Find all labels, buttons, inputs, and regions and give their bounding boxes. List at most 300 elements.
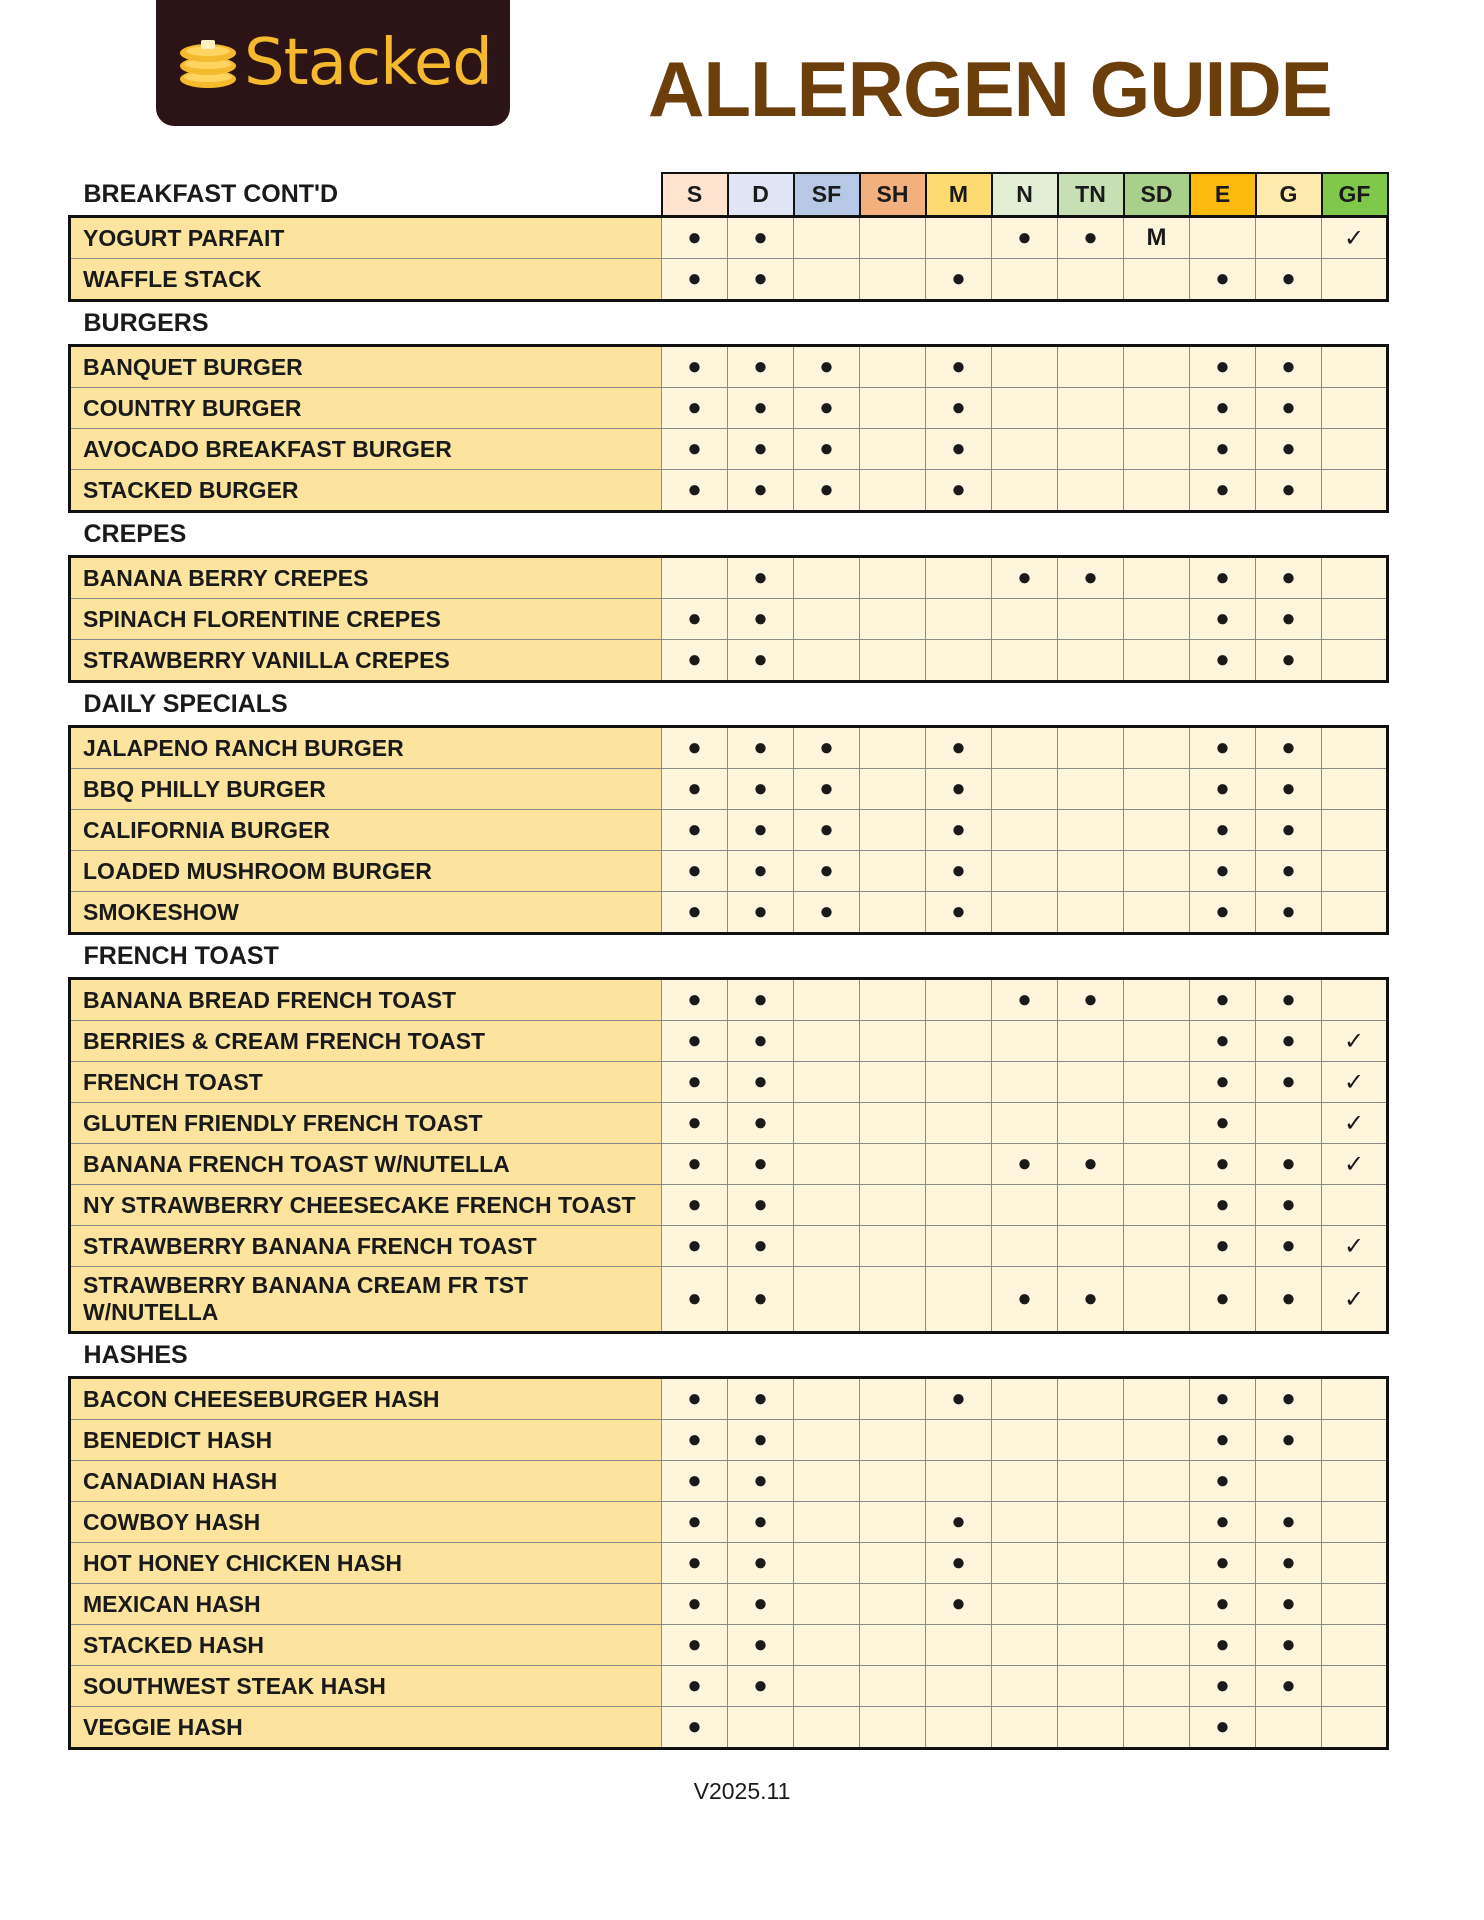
table-row — [70, 1144, 1388, 1185]
header-spacer — [1190, 682, 1256, 727]
section-title: BREAKFAST CONT'D — [70, 173, 662, 217]
contains-dot-icon: ● — [1215, 816, 1230, 843]
table-row — [70, 1461, 1388, 1502]
allergen-cell-sf — [794, 1185, 860, 1226]
allergen-cell-sf — [794, 599, 860, 640]
contains-dot-icon: ● — [819, 734, 834, 761]
allergen-cell-e — [1190, 1625, 1256, 1666]
section-title: DAILY SPECIALS — [70, 682, 662, 727]
allergen-cell-s — [662, 1420, 728, 1461]
allergen-cell-tn — [1058, 1707, 1124, 1749]
allergen-cell-sd — [1124, 470, 1190, 512]
contains-dot-icon: ● — [687, 265, 702, 292]
header-spacer — [1256, 934, 1322, 979]
allergen-cell-gf — [1322, 1226, 1388, 1267]
allergen-cell-tn — [1058, 979, 1124, 1021]
allergen-cell-sd — [1124, 1185, 1190, 1226]
allergen-cell-s — [662, 1185, 728, 1226]
allergen-cell-m — [926, 851, 992, 892]
allergen-cell-d — [728, 1625, 794, 1666]
contains-dot-icon: ● — [1281, 605, 1296, 632]
contains-dot-icon: ● — [1017, 1150, 1032, 1177]
contains-dot-icon: ● — [753, 265, 768, 292]
allergen-cell-n — [992, 217, 1058, 259]
allergen-cell-m — [926, 1062, 992, 1103]
section-header — [70, 512, 1388, 557]
allergen-cell-sd — [1124, 557, 1190, 599]
contains-dot-icon: ● — [687, 1631, 702, 1658]
contains-dot-icon: ● — [1281, 1285, 1296, 1312]
allergen-cell-e — [1190, 1062, 1256, 1103]
header-spacer — [1322, 512, 1388, 557]
allergen-cell-s — [662, 1226, 728, 1267]
allergen-cell-n — [992, 1502, 1058, 1543]
allergen-cell-e — [1190, 599, 1256, 640]
allergen-cell-m — [926, 1267, 992, 1333]
section-title: CREPES — [70, 512, 662, 557]
item-name: BANQUET BURGER — [70, 346, 662, 388]
allergen-cell-tn — [1058, 1666, 1124, 1707]
allergen-cell-g — [1256, 557, 1322, 599]
table-row — [70, 851, 1388, 892]
allergen-cell-tn — [1058, 217, 1124, 259]
contains-dot-icon: ● — [753, 1467, 768, 1494]
item-name-line: STRAWBERRY BANANA CREAM FR TST — [83, 1272, 529, 1298]
contains-dot-icon: ● — [1215, 1027, 1230, 1054]
contains-dot-icon: ● — [1281, 1426, 1296, 1453]
allergen-cell-gf — [1322, 1543, 1388, 1584]
allergen-cell-sd — [1124, 1543, 1190, 1584]
table-row — [70, 640, 1388, 682]
allergen-cell-gf — [1322, 259, 1388, 301]
header-spacer — [1190, 301, 1256, 346]
header-spacer — [992, 682, 1058, 727]
header-spacer — [926, 301, 992, 346]
contains-dot-icon: ● — [1215, 353, 1230, 380]
contains-dot-icon: ● — [1215, 1590, 1230, 1617]
table-row — [70, 892, 1388, 934]
checkmark-icon: ✓ — [1343, 1285, 1365, 1313]
section-items — [70, 557, 1388, 682]
contains-dot-icon: ● — [951, 1590, 966, 1617]
section-items — [70, 1378, 1388, 1749]
header-spacer — [728, 1333, 794, 1378]
checkmark-icon: ✓ — [1343, 1232, 1365, 1260]
allergen-cell-sd — [1124, 259, 1190, 301]
allergen-cell-m — [926, 1021, 992, 1062]
allergen-cell-sd — [1124, 388, 1190, 429]
contains-dot-icon: ● — [951, 775, 966, 802]
allergen-cell-sd — [1124, 1062, 1190, 1103]
header-spacer — [728, 512, 794, 557]
contains-dot-icon: ● — [753, 564, 768, 591]
header-spacer — [728, 301, 794, 346]
allergen-cell-g — [1256, 470, 1322, 512]
header-spacer — [992, 301, 1058, 346]
allergen-cell-d — [728, 1584, 794, 1625]
allergen-cell-n — [992, 1707, 1058, 1749]
contains-dot-icon: ● — [951, 1508, 966, 1535]
allergen-cell-e — [1190, 727, 1256, 769]
section-header — [70, 1333, 1388, 1378]
allergen-cell-d — [728, 557, 794, 599]
contains-dot-icon: ● — [951, 898, 966, 925]
allergen-cell-g — [1256, 1584, 1322, 1625]
header-spacer — [794, 301, 860, 346]
allergen-cell-sd — [1124, 1707, 1190, 1749]
contains-dot-icon: ● — [687, 898, 702, 925]
table-row — [70, 769, 1388, 810]
allergen-cell-e — [1190, 470, 1256, 512]
contains-dot-icon: ● — [1281, 265, 1296, 292]
contains-dot-icon: ● — [1215, 435, 1230, 462]
allergen-cell-n — [992, 1185, 1058, 1226]
allergen-cell-g — [1256, 599, 1322, 640]
allergen-cell-n — [992, 1584, 1058, 1625]
page-title: ALLERGEN GUIDE — [648, 45, 1332, 133]
allergen-cell-sf — [794, 388, 860, 429]
allergen-cell-g — [1256, 1666, 1322, 1707]
header-spacer — [794, 1333, 860, 1378]
section-items — [70, 217, 1388, 301]
allergen-cell-s — [662, 599, 728, 640]
contains-dot-icon: ● — [1215, 1426, 1230, 1453]
allergen-cell-gf — [1322, 1144, 1388, 1185]
allergen-cell-d — [728, 1267, 794, 1333]
contains-dot-icon: ● — [753, 476, 768, 503]
allergen-cell-sf — [794, 1625, 860, 1666]
allergen-cell-gf — [1322, 1267, 1388, 1333]
section-header-row — [70, 682, 1388, 727]
header-spacer — [1058, 934, 1124, 979]
table-row — [70, 1625, 1388, 1666]
allergen-cell-n — [992, 1226, 1058, 1267]
allergen-cell-s — [662, 1103, 728, 1144]
allergen-cell-s — [662, 1267, 728, 1333]
allergen-cell-g — [1256, 388, 1322, 429]
allergen-cell-tn — [1058, 1062, 1124, 1103]
contains-dot-icon: ● — [1215, 1150, 1230, 1177]
allergen-cell-n — [992, 470, 1058, 512]
allergen-cell-m — [926, 1103, 992, 1144]
header-spacer — [1058, 512, 1124, 557]
section-header-row — [70, 1333, 1388, 1378]
allergen-cell-sf — [794, 640, 860, 682]
allergen-cell-sh — [860, 388, 926, 429]
contains-dot-icon: ● — [1215, 476, 1230, 503]
item-name: SMOKESHOW — [70, 892, 662, 934]
allergen-cell-s — [662, 557, 728, 599]
allergen-cell-s — [662, 640, 728, 682]
header-spacer — [1322, 682, 1388, 727]
allergen-cell-sd — [1124, 1267, 1190, 1333]
header-spacer — [992, 934, 1058, 979]
table-row — [70, 1584, 1388, 1625]
allergen-cell-tn — [1058, 470, 1124, 512]
contains-dot-icon: ● — [1215, 1713, 1230, 1740]
allergen-cell-m — [926, 1502, 992, 1543]
allergen-cell-sh — [860, 259, 926, 301]
contains-dot-icon: ● — [1281, 1385, 1296, 1412]
allergen-cell-g — [1256, 1185, 1322, 1226]
contains-dot-icon: ● — [1281, 898, 1296, 925]
checkmark-icon: ✓ — [1343, 1027, 1365, 1055]
item-name: NY STRAWBERRY CHEESECAKE FRENCH TOAST — [70, 1185, 662, 1226]
allergen-cell-d — [728, 346, 794, 388]
allergen-cell-sd — [1124, 1420, 1190, 1461]
allergen-cell-sf — [794, 346, 860, 388]
allergen-cell-e — [1190, 1226, 1256, 1267]
allergen-cell-n — [992, 557, 1058, 599]
allergen-cell-sh — [860, 470, 926, 512]
allergen-cell-m — [926, 259, 992, 301]
item-name: VEGGIE HASH — [70, 1707, 662, 1749]
allergen-cell-e — [1190, 1461, 1256, 1502]
allergen-cell-s — [662, 810, 728, 851]
allergen-cell-gf — [1322, 346, 1388, 388]
allergen-cell-n — [992, 599, 1058, 640]
allergen-cell-tn — [1058, 429, 1124, 470]
allergen-cell-e — [1190, 1543, 1256, 1584]
item-name: BERRIES & CREAM FRENCH TOAST — [70, 1021, 662, 1062]
allergen-cell-sh — [860, 769, 926, 810]
allergen-cell-tn — [1058, 1185, 1124, 1226]
allergen-cell-m — [926, 1707, 992, 1749]
header-spacer — [662, 1333, 728, 1378]
contains-dot-icon: ● — [687, 435, 702, 462]
allergen-cell-g — [1256, 1021, 1322, 1062]
allergen-cell-sh — [860, 599, 926, 640]
item-name — [70, 1267, 662, 1333]
section-header-row — [70, 512, 1388, 557]
contains-dot-icon: ● — [1215, 1191, 1230, 1218]
contains-dot-icon: ● — [753, 1191, 768, 1218]
item-name: BANANA FRENCH TOAST W/NUTELLA — [70, 1144, 662, 1185]
allergen-cell-e — [1190, 388, 1256, 429]
contains-dot-icon: ● — [1215, 857, 1230, 884]
table-row — [70, 1062, 1388, 1103]
allergen-cell-d — [728, 1062, 794, 1103]
allergen-cell-tn — [1058, 727, 1124, 769]
item-name: SPINACH FLORENTINE CREPES — [70, 599, 662, 640]
contains-dot-icon: ● — [1215, 986, 1230, 1013]
item-name: COWBOY HASH — [70, 1502, 662, 1543]
contains-dot-icon: ● — [753, 986, 768, 1013]
allergen-cell-sf — [794, 1461, 860, 1502]
allergen-cell-e — [1190, 1707, 1256, 1749]
allergen-cell-n — [992, 810, 1058, 851]
allergen-cell-e — [1190, 1378, 1256, 1420]
allergen-cell-m — [926, 979, 992, 1021]
allergen-header-m: M — [926, 173, 992, 217]
allergen-cell-tn — [1058, 557, 1124, 599]
allergen-cell-n — [992, 1267, 1058, 1333]
allergen-cell-gf — [1322, 851, 1388, 892]
allergen-cell-sd — [1124, 979, 1190, 1021]
section-title: HASHES — [70, 1333, 662, 1378]
allergen-cell-gf — [1322, 599, 1388, 640]
contains-dot-icon: ● — [1281, 1549, 1296, 1576]
contains-dot-icon: ● — [753, 816, 768, 843]
section-header — [70, 934, 1388, 979]
allergen-cell-d — [728, 1502, 794, 1543]
allergen-cell-sd — [1124, 769, 1190, 810]
contains-dot-icon: ● — [1281, 1150, 1296, 1177]
allergen-cell-sd — [1124, 1584, 1190, 1625]
allergen-cell-d — [728, 1021, 794, 1062]
allergen-cell-gf — [1322, 1103, 1388, 1144]
contains-dot-icon: ● — [1215, 1068, 1230, 1095]
contains-dot-icon: ● — [1215, 734, 1230, 761]
allergen-cell-tn — [1058, 599, 1124, 640]
allergen-cell-e — [1190, 259, 1256, 301]
contains-dot-icon: ● — [753, 394, 768, 421]
contains-dot-icon: ● — [1281, 1672, 1296, 1699]
allergen-cell-g — [1256, 979, 1322, 1021]
header-spacer — [926, 682, 992, 727]
table-row — [70, 1185, 1388, 1226]
header-spacer — [662, 682, 728, 727]
allergen-cell-sh — [860, 1502, 926, 1543]
contains-dot-icon: ● — [1281, 1590, 1296, 1617]
contains-dot-icon: ● — [819, 394, 834, 421]
contains-dot-icon: ● — [753, 1232, 768, 1259]
contains-dot-icon: ● — [1215, 605, 1230, 632]
allergen-cell-tn — [1058, 1021, 1124, 1062]
header-spacer — [860, 1333, 926, 1378]
allergen-cell-m — [926, 727, 992, 769]
allergen-cell-sh — [860, 1021, 926, 1062]
allergen-cell-sh — [860, 892, 926, 934]
header-spacer — [860, 301, 926, 346]
header-spacer — [1190, 1333, 1256, 1378]
allergen-cell-gf — [1322, 429, 1388, 470]
allergen-cell-m — [926, 1226, 992, 1267]
allergen-cell-gf — [1322, 1502, 1388, 1543]
version-label: V2025.11 — [693, 1778, 791, 1804]
allergen-cell-s — [662, 1144, 728, 1185]
allergen-cell-g — [1256, 1420, 1322, 1461]
allergen-cell-s — [662, 470, 728, 512]
header-spacer — [1190, 512, 1256, 557]
allergen-cell-sh — [860, 1625, 926, 1666]
allergen-cell-gf — [1322, 979, 1388, 1021]
header-spacer — [728, 682, 794, 727]
allergen-cell-g — [1256, 851, 1322, 892]
allergen-cell-e — [1190, 1021, 1256, 1062]
header-spacer — [1124, 512, 1190, 557]
allergen-cell-n — [992, 640, 1058, 682]
contains-dot-icon: ● — [1215, 1109, 1230, 1136]
allergen-cell-n — [992, 979, 1058, 1021]
table-row — [70, 810, 1388, 851]
allergen-cell-sf — [794, 727, 860, 769]
allergen-cell-e — [1190, 979, 1256, 1021]
allergen-cell-sd — [1124, 1378, 1190, 1420]
allergen-cell-g — [1256, 1267, 1322, 1333]
allergen-cell-tn — [1058, 1543, 1124, 1584]
allergen-cell-tn — [1058, 769, 1124, 810]
allergen-cell-gf — [1322, 1021, 1388, 1062]
header-spacer — [1322, 1333, 1388, 1378]
contains-dot-icon: ● — [1017, 986, 1032, 1013]
allergen-cell-sh — [860, 810, 926, 851]
allergen-cell-gf — [1322, 1185, 1388, 1226]
allergen-cell-sf — [794, 1103, 860, 1144]
contains-dot-icon: ● — [951, 265, 966, 292]
allergen-cell-tn — [1058, 259, 1124, 301]
header-spacer — [992, 512, 1058, 557]
allergen-cell-d — [728, 1461, 794, 1502]
contains-dot-icon: ● — [1281, 816, 1296, 843]
allergen-cell-d — [728, 979, 794, 1021]
allergen-cell-n — [992, 1103, 1058, 1144]
contains-dot-icon: ● — [687, 1426, 702, 1453]
table-row — [70, 346, 1388, 388]
brand-logo — [156, 0, 510, 126]
allergen-cell-tn — [1058, 1584, 1124, 1625]
allergen-cell-m — [926, 1584, 992, 1625]
contains-dot-icon: ● — [1281, 435, 1296, 462]
allergen-cell-d — [728, 1666, 794, 1707]
section-title: BURGERS — [70, 301, 662, 346]
contains-dot-icon: ● — [1083, 986, 1098, 1013]
allergen-cell-gf — [1322, 810, 1388, 851]
item-name: GLUTEN FRIENDLY FRENCH TOAST — [70, 1103, 662, 1144]
allergen-cell-sh — [860, 557, 926, 599]
allergen-cell-g — [1256, 1625, 1322, 1666]
allergen-cell-tn — [1058, 1103, 1124, 1144]
allergen-cell-gf — [1322, 1420, 1388, 1461]
contains-dot-icon: ● — [1215, 265, 1230, 292]
allergen-cell-g — [1256, 769, 1322, 810]
header-spacer — [926, 1333, 992, 1378]
allergen-cell-m — [926, 1461, 992, 1502]
contains-dot-icon: ● — [1017, 1285, 1032, 1312]
contains-dot-icon: ● — [951, 353, 966, 380]
section-header-row — [70, 173, 1388, 217]
item-name: AVOCADO BREAKFAST BURGER — [70, 429, 662, 470]
allergen-cell-sd — [1124, 599, 1190, 640]
allergen-cell-gf — [1322, 769, 1388, 810]
contains-dot-icon: ● — [1215, 1672, 1230, 1699]
item-name: BACON CHEESEBURGER HASH — [70, 1378, 662, 1420]
contains-dot-icon: ● — [687, 353, 702, 380]
table-row — [70, 1103, 1388, 1144]
allergen-cell-d — [728, 429, 794, 470]
contains-dot-icon: ● — [753, 1672, 768, 1699]
header-spacer — [1124, 1333, 1190, 1378]
contains-dot-icon: ● — [1215, 898, 1230, 925]
allergen-cell-sf — [794, 1378, 860, 1420]
table-row — [70, 1502, 1388, 1543]
contains-dot-icon: ● — [1281, 476, 1296, 503]
contains-dot-icon: ● — [1083, 564, 1098, 591]
header-spacer — [860, 682, 926, 727]
contains-dot-icon: ● — [687, 734, 702, 761]
contains-dot-icon: ● — [1281, 394, 1296, 421]
contains-dot-icon: ● — [753, 734, 768, 761]
contains-dot-icon: ● — [753, 605, 768, 632]
allergen-cell-m — [926, 1378, 992, 1420]
allergen-cell-n — [992, 259, 1058, 301]
allergen-cell-sh — [860, 851, 926, 892]
contains-dot-icon: ● — [1215, 646, 1230, 673]
checkmark-icon: ✓ — [1343, 1109, 1365, 1137]
checkmark-icon: ✓ — [1343, 1150, 1365, 1178]
allergen-cell-tn — [1058, 1226, 1124, 1267]
allergen-cell-d — [728, 892, 794, 934]
